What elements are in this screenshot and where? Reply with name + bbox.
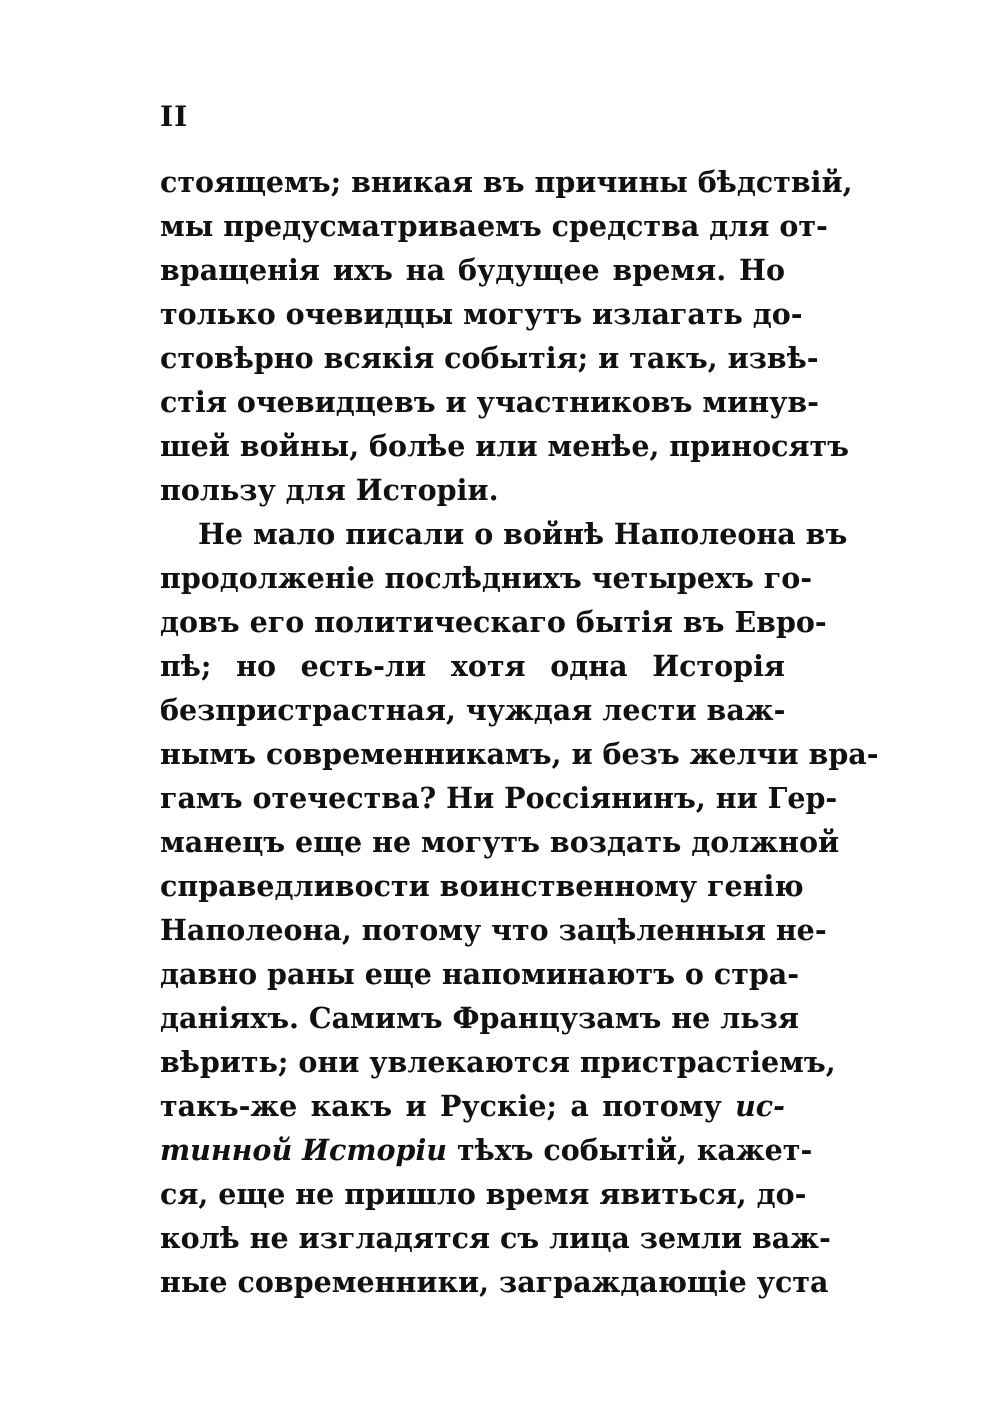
italic-phrase: тинной Исторіи — [160, 1133, 448, 1167]
text-line: манецъ еще не могутъ воздать должной — [160, 825, 840, 859]
text-line: вѣрить; они увлекаются пристрастіемъ, — [160, 1045, 836, 1079]
text-line-with-italic-tail — [160, 1084, 785, 1128]
text-line: колѣ не изгладятся съ лица земли важ- — [160, 1221, 831, 1255]
text-line: только очевидцы могутъ излагать до- — [160, 297, 803, 331]
text-line: Наполеона, потому что зацѣленныя не- — [160, 913, 827, 947]
text-line: нымъ современникамъ, и безъ желчи вра- — [160, 737, 879, 771]
text-line: даніяхъ. Самимъ Французамъ не льзя — [160, 1001, 799, 1035]
text-line: ные современники, заграждающіе уста — [160, 1265, 829, 1299]
text-line: безпристрастная, чуждая лести важ- — [160, 693, 786, 727]
text-line: пѣ; но есть-ли хотя одна Исторія — [160, 649, 785, 683]
text-line: мы предусматриваемъ средства для от- — [160, 209, 828, 243]
text-line: пользу для Исторіи. — [160, 473, 499, 507]
text-line: вращенія ихъ на будущее время. Но — [160, 253, 785, 287]
text-line: стоящемъ; вникая въ причины бѣдствій, — [160, 165, 853, 199]
page-number: II — [160, 100, 189, 133]
text-line-with-italic-head — [160, 1128, 813, 1172]
text-line: ся, еще не пришло время явиться, до- — [160, 1177, 807, 1211]
text-line: гамъ отечества? Ни Россіянинъ, ни Гер- — [160, 781, 838, 815]
text-line: справедливости воинственному генію — [160, 869, 804, 903]
body-text — [160, 160, 879, 1304]
text-line-segment: такъ-же какъ и Рускіе; а потому — [160, 1089, 722, 1123]
text-line: продолженіе послѣднихъ четырехъ го- — [160, 561, 813, 595]
text-line: довъ его политическаго бытія въ Евро- — [160, 605, 827, 639]
text-line-segment: тѣхъ событій, кажет- — [456, 1133, 813, 1167]
text-line: давно раны еще напоминаютъ о стра- — [160, 957, 800, 991]
text-line: Не мало писали о войнѣ Наполеона въ — [198, 517, 848, 551]
italic-word: ис- — [735, 1089, 785, 1123]
text-line: шей войны, болѣе или менѣе, приносятъ — [160, 429, 850, 463]
text-line: стовѣрно всякія событія; и такъ, извѣ- — [160, 341, 819, 375]
text-line: стія очевидцевъ и участниковъ минув- — [160, 385, 819, 419]
